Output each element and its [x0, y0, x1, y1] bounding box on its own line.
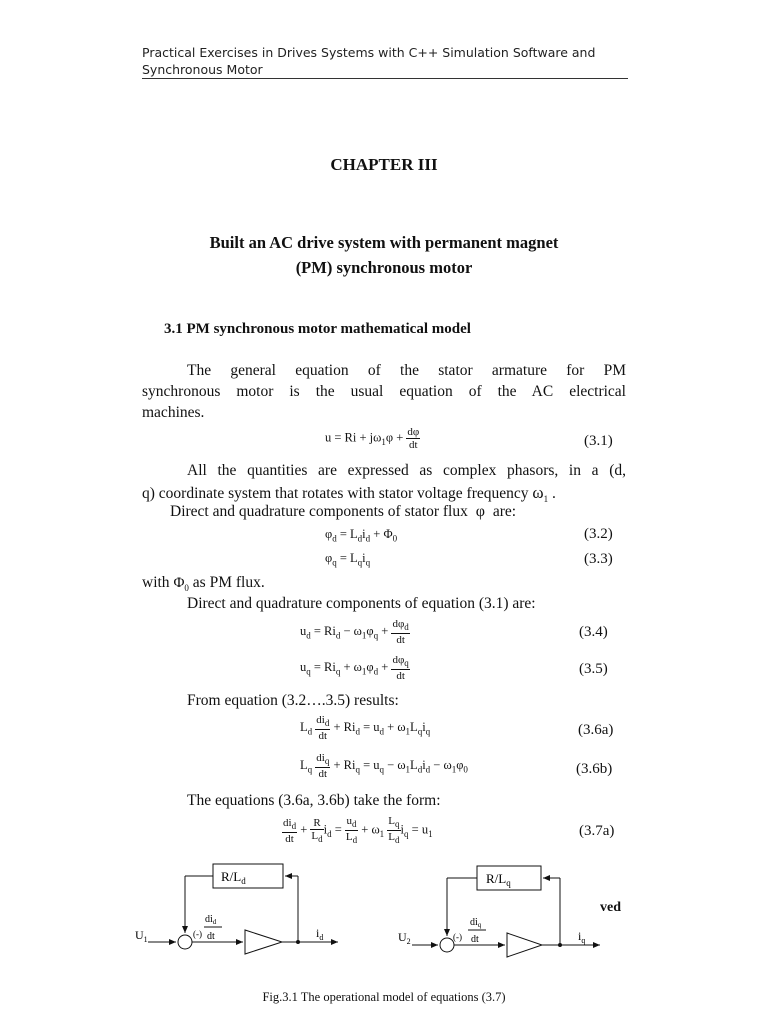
- equation-number-3-6a: (3.6a): [578, 722, 614, 738]
- paragraph-5: Direct and quadrature components of equation (3.1) are:: [187, 595, 536, 612]
- equation-3-1: $u = Ri + j\omega_1\varphi$ + $\frac{d\varphi}{dt}$: [325, 426, 420, 451]
- running-header-line1: Practical Exercises in Drives Systems with C++ Simulation Software and: [142, 45, 596, 60]
- equation-3-6b-fraction: $\frac{di_q}{dt}$: [316, 752, 330, 781]
- left-feedback-label: $R/L_d$: [221, 869, 246, 886]
- left-gain-triangle: [245, 930, 282, 954]
- paragraph-1-line-3: machines.: [142, 404, 205, 421]
- left-derivative-den: dt: [207, 931, 215, 942]
- left-input-label: $U_1$: [135, 928, 148, 944]
- paragraph-2-line-1: All the quantities are expressed as complex phasors, in a (d,: [187, 462, 626, 479]
- chapter-heading: CHAPTER III: [330, 155, 438, 174]
- running-header-line2: Synchronous Motor: [142, 62, 263, 77]
- left-summing-junction: [178, 935, 192, 949]
- right-derivative-num: $di_q$: [470, 917, 482, 929]
- paragraph-2-line-2: q) coordinate system that rotates with stator voltage frequency $\omega_1$ .: [142, 483, 556, 505]
- equation-number-3-4: (3.4): [579, 624, 608, 640]
- equation-3-6b: $L_q$ $\frac{di_q}{dt}$ + $Ri_q = u_q - \omega_1L_di_d - \omega_1\varphi_0$: [300, 752, 468, 781]
- equation-number-3-6b: (3.6b): [576, 761, 613, 777]
- right-block-diagram: [398, 866, 600, 957]
- right-output-label: $i_q$: [578, 929, 586, 945]
- equation-3-3: $\varphi_q = L_qi_q$: [325, 551, 371, 568]
- equation-number-3-3: (3.3): [584, 551, 613, 567]
- paragraph-4: with $\Phi_0$ as PM flux.: [142, 574, 265, 594]
- right-summing-junction: [440, 938, 454, 952]
- equation-3-4: $u_d = Ri_d - \omega_1\varphi_q$ + $\frac{d\varphi_d}{dt}$: [300, 618, 409, 647]
- right-sign-label: (-): [453, 932, 462, 942]
- equation-3-2: $\varphi_d = L_di_d + \Phi_0$: [325, 527, 398, 544]
- left-block-diagram: [135, 864, 338, 954]
- paragraph-1-line-1: The general equation of the stator armature for PM: [187, 362, 626, 379]
- equation-3-5: $u_q = Ri_q + \omega_1\varphi_d$ + $\frac{d\varphi_q}{dt}$: [300, 654, 409, 683]
- right-input-label: $U_2$: [398, 930, 411, 946]
- equation-3-5-fraction: $\frac{d\varphi_q}{dt}$: [392, 654, 409, 683]
- paragraph-3: Direct and quadrature components of stator flux φ are:: [170, 503, 517, 520]
- right-derivative-den: dt: [471, 934, 479, 945]
- right-feedback-label: $R/L_q$: [486, 871, 511, 888]
- chapter-title-line1: Built an AC drive system with permanent magnet: [209, 233, 559, 252]
- right-gain-triangle: [507, 933, 542, 957]
- paragraph-1-line-2: synchronous motor is the usual equation of the AC electrical: [142, 383, 626, 400]
- equation-3-6a: $L_d$ $\frac{di_d}{dt}$ + $Ri_d = u_d + \omega_1L_qi_q$: [300, 714, 431, 743]
- chapter-title-line2: (PM) synchronous motor: [295, 258, 473, 277]
- figure-caption: Fig.3.1 The operational model of equations (3.7): [262, 990, 506, 1004]
- equation-number-3-7a: (3.7a): [579, 823, 615, 839]
- partial-text-fragment: ved: [600, 900, 621, 915]
- equation-3-6a-fraction: $\frac{di_d}{dt}$: [316, 714, 330, 743]
- equation-3-4-fraction: $\frac{d\varphi_d}{dt}$: [392, 618, 409, 647]
- equation-number-3-5: (3.5): [579, 661, 608, 677]
- equation-number-3-2: (3.2): [584, 526, 613, 542]
- left-derivative-num: $di_d$: [205, 914, 217, 926]
- left-output-label: $i_d$: [316, 926, 324, 942]
- left-sign-label: (-): [193, 929, 202, 939]
- section-heading: 3.1 PM synchronous motor mathematical model: [164, 321, 471, 337]
- equation-number-3-1: (3.1): [584, 433, 613, 449]
- equation-3-7a: $\frac{di_d}{dt}$ + $\frac{R}{L_d}$ $i_d$ = $\frac{u_d}{L_d}$ + $\omega_1$ $\frac{L_q}{L_d}$ $i_q = u_1$: [283, 815, 433, 846]
- paragraph-6: From equation (3.2….3.5) results:: [187, 692, 399, 709]
- equation-3-1-fraction: $\frac{d\varphi}{dt}$: [407, 426, 420, 451]
- paragraph-7: The equations (3.6a, 3.6b) take the form:: [187, 792, 441, 809]
